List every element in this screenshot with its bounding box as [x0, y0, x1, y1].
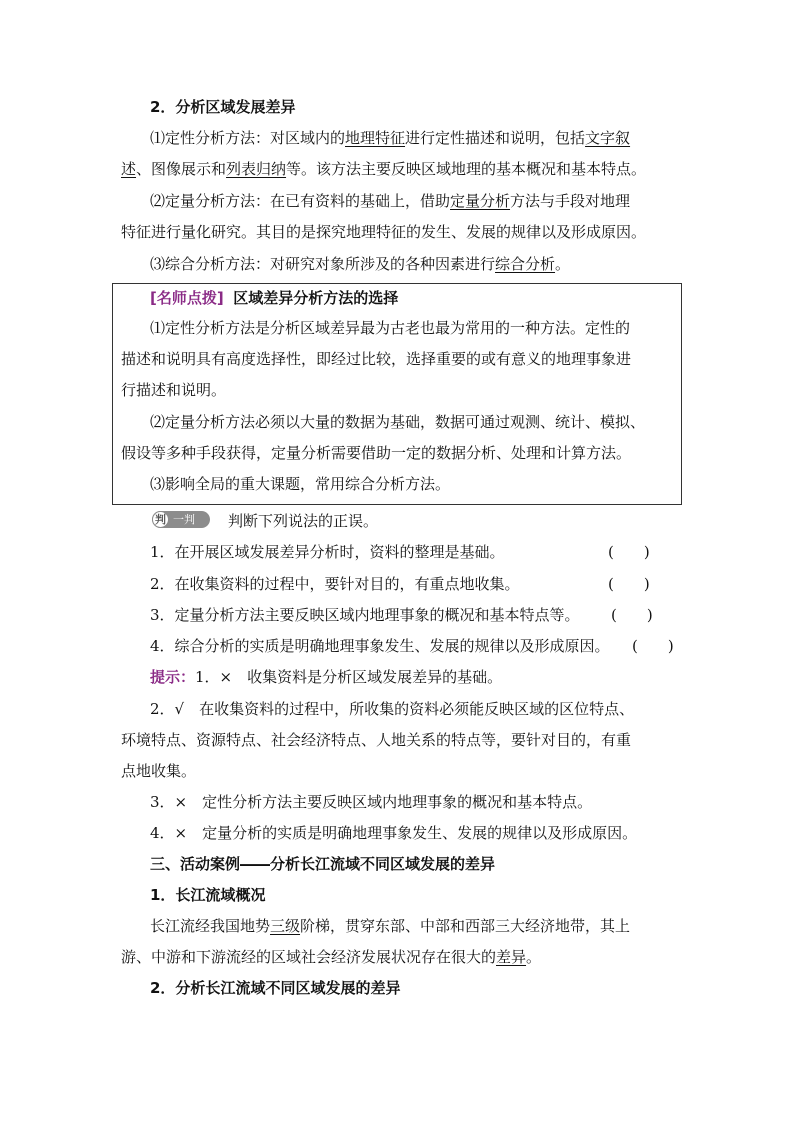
tip-title: 区域差异分析方法的选择	[233, 289, 399, 307]
text: 进行定性描述和说明，包括	[405, 129, 586, 147]
underlined-term: 列表归纳	[226, 160, 287, 178]
underlined-term: 文字叙	[585, 129, 631, 147]
badge-text: 一判	[173, 513, 195, 526]
answer-paren[interactable]: ( )	[608, 575, 650, 593]
underlined-term: 三级	[270, 917, 301, 935]
subheading-differences: 2．分析长江流域不同区域发展的差异	[150, 979, 401, 997]
paragraph-yangtze	[150, 916, 710, 936]
answer-paren[interactable]: ( )	[608, 543, 650, 561]
tip-tag: [名师点拨]	[150, 289, 224, 307]
underlined-term: 述	[121, 160, 137, 178]
tip-line: 假设等多种手段获得，定量分析需要借助一定的数据分析、处理和计算方法。	[121, 444, 632, 462]
judge-badge	[152, 511, 210, 528]
text: 、图像展示和	[136, 160, 227, 178]
text: 游、中游和下游流经的区域社会经济发展状况存在很大的	[121, 948, 497, 966]
tip-line: 行描述和说明。	[121, 381, 227, 399]
text: 阶梯，贯穿东部、中部和西部三大经济地带，其上	[300, 917, 631, 935]
subheading-overview: 1．长江流域概况	[150, 886, 266, 904]
judge-item: 4．综合分析的实质是明确地理事象发生、发展的规律以及形成原因。	[150, 637, 610, 655]
hint-line: 2．√ 在收集资料的过程中，所收集的资料必须能反映区域的区位特点、	[150, 700, 635, 718]
text: 。	[526, 948, 542, 966]
underlined-term: 地理特征	[345, 129, 406, 147]
underlined-term: 差异	[496, 948, 527, 966]
section-heading-analyze: 2．分析区域发展差异	[150, 98, 296, 116]
judge-instruction: 判断下列说法的正误。	[228, 512, 379, 530]
paragraph-quantitative-cont: 特征进行量化研究。其目的是探究地理特征的发生、发展的规律以及形成原因。	[121, 223, 647, 241]
text: ⑵定量分析方法：在已有资料的基础上，借助	[150, 192, 451, 210]
text: 长江流经我国地势	[150, 917, 271, 935]
text: ⑴定性分析方法：对区域内的	[150, 129, 346, 147]
section-heading-case: 三、活动案例――分析长江流域不同区域发展的差异	[150, 855, 496, 873]
tip-line: 描述和说明具有高度选择性，即经过比较，选择重要的或有意义的地理事象进	[121, 350, 632, 368]
tip-line: ⑶影响全局的重大课题，常用综合分析方法。	[150, 475, 451, 493]
judge-item: 2．在收集资料的过程中，要针对目的，有重点地收集。	[150, 575, 520, 593]
underlined-term: 综合分析	[495, 255, 556, 273]
tip-line: ⑴定性分析方法是分析区域差异最为古老也最为常用的一种方法。定性的	[150, 319, 631, 337]
tip-line: ⑵定量分析方法必须以大量的数据为基础，数据可通过观测、统计、模拟、	[150, 413, 646, 431]
answer-paren[interactable]: ( )	[632, 637, 674, 655]
paragraph-qualitative-cont	[121, 159, 681, 179]
text: 。	[555, 255, 571, 273]
paragraph-yangtze-cont	[121, 947, 681, 967]
underlined-term: 定量分析	[450, 192, 511, 210]
judge-item: 3．定量分析方法主要反映区域内地理事象的概况和基本特点等。	[150, 606, 580, 624]
judge-item: 1．在开展区域发展差异分析时，资料的整理是基础。	[150, 543, 505, 561]
paragraph-qualitative	[150, 128, 710, 148]
text: 方法与手段对地理	[510, 192, 631, 210]
hint-label: 提示：	[150, 668, 196, 686]
tip-box-title	[150, 288, 710, 308]
text: 等。该方法主要反映区域地理的基本概况和基本特点。	[286, 160, 647, 178]
text: 1．× 收集资料是分析区域发展差异的基础。	[195, 668, 503, 686]
hint-line: 点地收集。	[121, 762, 197, 780]
text: ⑶综合分析方法：对研究对象所涉及的各种因素进行	[150, 255, 496, 273]
answer-paren[interactable]: ( )	[611, 606, 653, 624]
paragraph-quantitative	[150, 191, 710, 211]
hint-line: 4．× 定量分析的实质是明确地理事象发生、发展的规律以及形成原因。	[150, 824, 638, 842]
badge-char: 判	[152, 511, 169, 528]
hint-line: 3．× 定性分析方法主要反映区域内地理事象的概况和基本特点。	[150, 793, 593, 811]
hint-line: 环境特点、资源特点、社会经济特点、人地关系的特点等，要针对目的，有重	[121, 731, 632, 749]
hint-line	[150, 667, 710, 687]
paragraph-comprehensive	[150, 254, 710, 274]
